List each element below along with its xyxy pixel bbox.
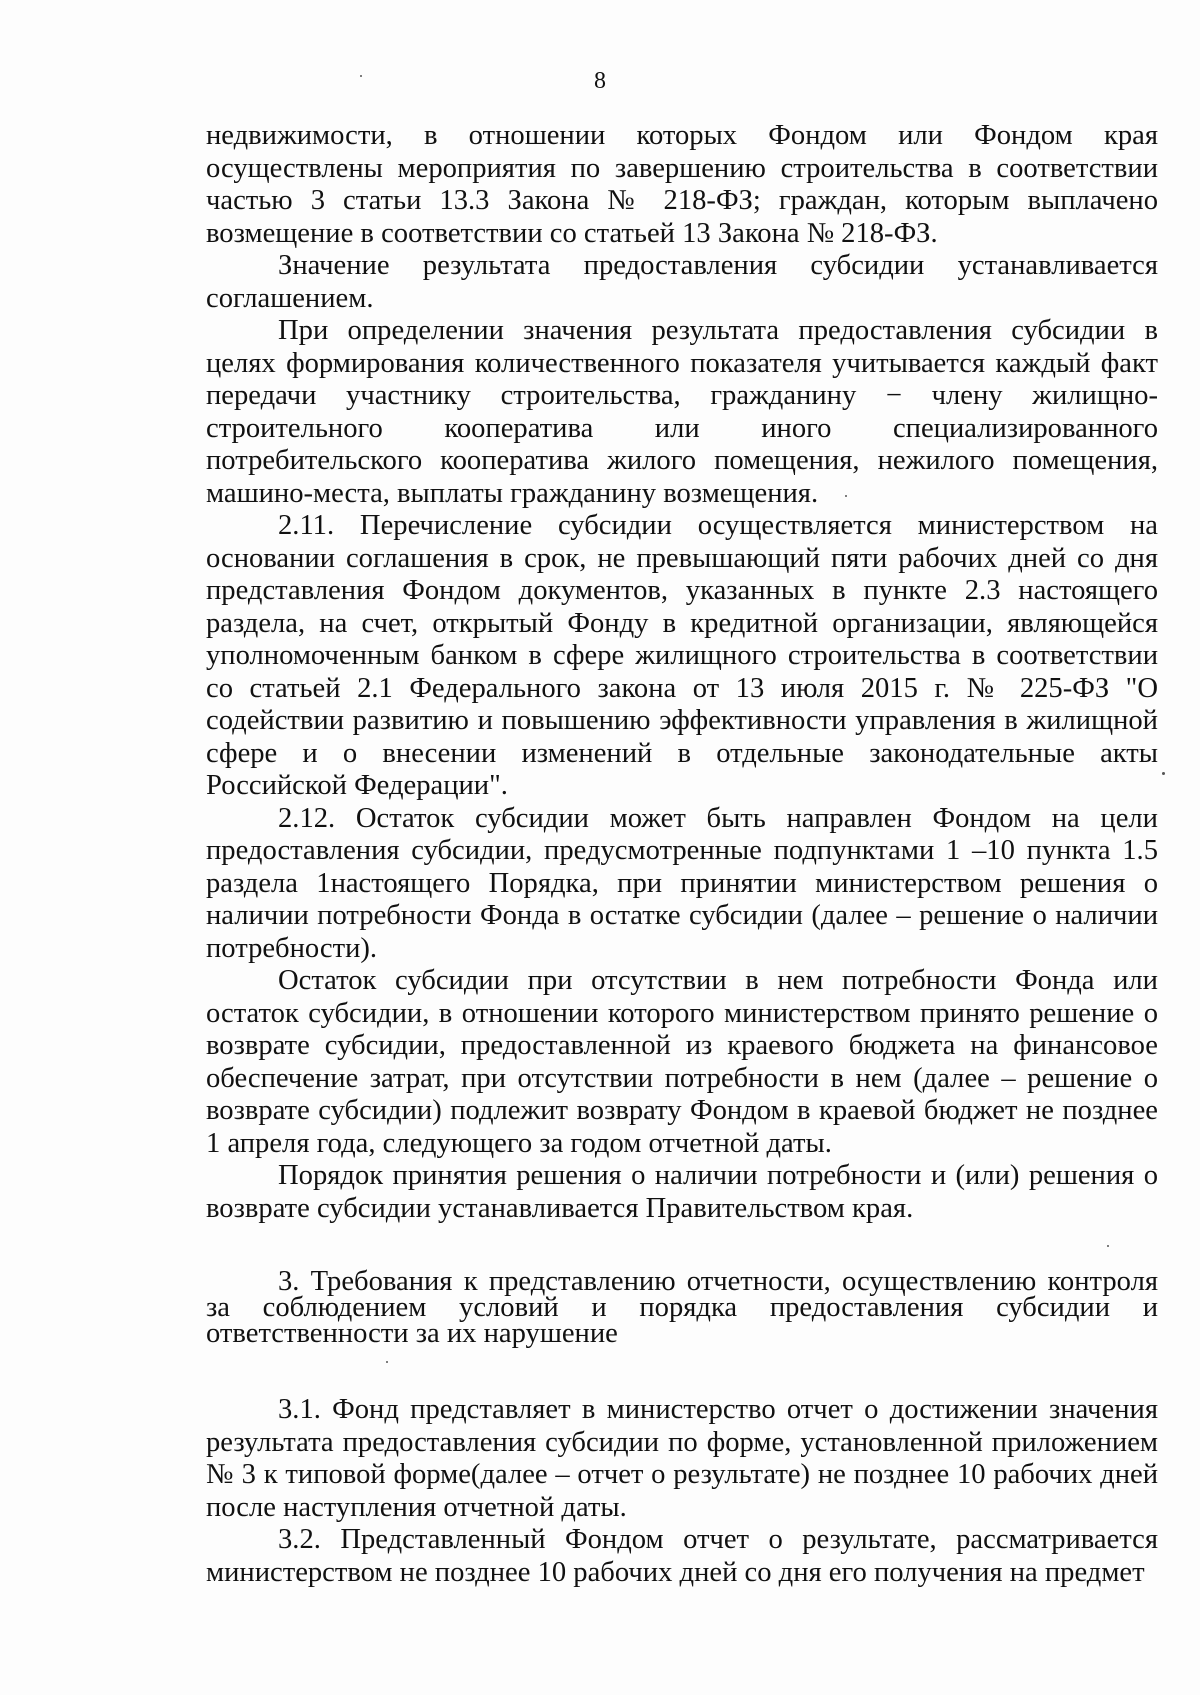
paragraph-remainder-return: Остаток субсидии при отсутствии в нем потребности Фонда или остаток субсидии, в отношении которого министерством принято решение о возврате субсидии, предоставленной из краевого бюджета на финансовое обеспечение затрат, при отсутствии потребности в нем (далее – решение о возврате субсидии) подлежит возврату Фондом в краевой бюджет не позднее 1 апреля года, следующего за годом отчетной даты. (206, 965, 1158, 1159)
paragraph-2-12: 2.12. Остаток субсидии может быть направлен Фондом на цели предоставления субсидии, предусмотренные подпунктами 1 –10 пункта 1.5 раздела 1настоящего Порядка, при принятии министерством решения о наличии потребности Фонда в остатке субсидии (далее – решение о наличии потребности). (206, 802, 1158, 964)
paragraph-result-value: Значение результата предоставления субсидии устанавливается соглашением. (206, 250, 1158, 314)
document-body (206, 120, 1158, 1589)
page-number: 8 (594, 68, 606, 94)
paragraph-decision-procedure: Порядок принятия решения о наличии потребности и (или) решения о возврате субсидии устанавливается Правительством края. (206, 1160, 1158, 1224)
section-3-heading: 3. Требования к представлению отчетности, осуществлению контроля за соблюдением условий и порядка предоставления субсидии и ответственности за их нарушение (206, 1266, 1158, 1349)
paragraph-2-11: 2.11. Перечисление субсидии осуществляется министерством на основании соглашения в срок, не превышающий пяти рабочих дней со дня представления Фондом документов, указанных в пункте 2.3 настоящего раздела, на счет, открытый Фонду в кредитной организации, являющейся уполномоченным банком в сфере жилищного строительства в соответствии со статьей 2.1 Федерального закона от 13 июля 2015 г. № 225-ФЗ "О содействии развитию и повышению эффективности управления в жилищной сфере и о внесении изменений в отдельные законодательные акты Российской Федерации". (206, 510, 1158, 801)
scan-speck (1162, 772, 1165, 775)
paragraph-continuation: недвижимости, в отношении которых Фондом или Фондом края осуществлены мероприятия по завершению строительства в соответствии частью 3 статьи 13.3 Закона № 218-ФЗ; граждан, которым выплачено возмещение в соответствии со статьей 13 Закона № 218-ФЗ. (206, 120, 1158, 249)
paragraph-result-determination: При определении значения результата предоставления субсидии в целях формирования количественного показателя учитывается каждый факт передачи участнику строительства, гражданину − члену жилищно-строительного кооператива или иного специализированного потребительского кооператива жилого помещения, нежилого помещения, машино-места, выплаты гражданину возмещения. (206, 315, 1158, 509)
scan-speck (386, 1361, 388, 1363)
scan-speck (1107, 1245, 1109, 1247)
paragraph-3-2: 3.2. Представленный Фондом отчет о результате, рассматривается министерством не позднее 10 рабочих дней со дня его получения на предмет (206, 1524, 1158, 1588)
paragraph-3-1: 3.1. Фонд представляет в министерство отчет о достижении значения результата предоставления субсидии по форме, установленной приложением № 3 к типовой форме(далее – отчет о результате) не позднее 10 рабочих дней после наступления отчетной даты. (206, 1394, 1158, 1523)
scan-speck (360, 75, 362, 77)
scan-speck (845, 495, 847, 497)
